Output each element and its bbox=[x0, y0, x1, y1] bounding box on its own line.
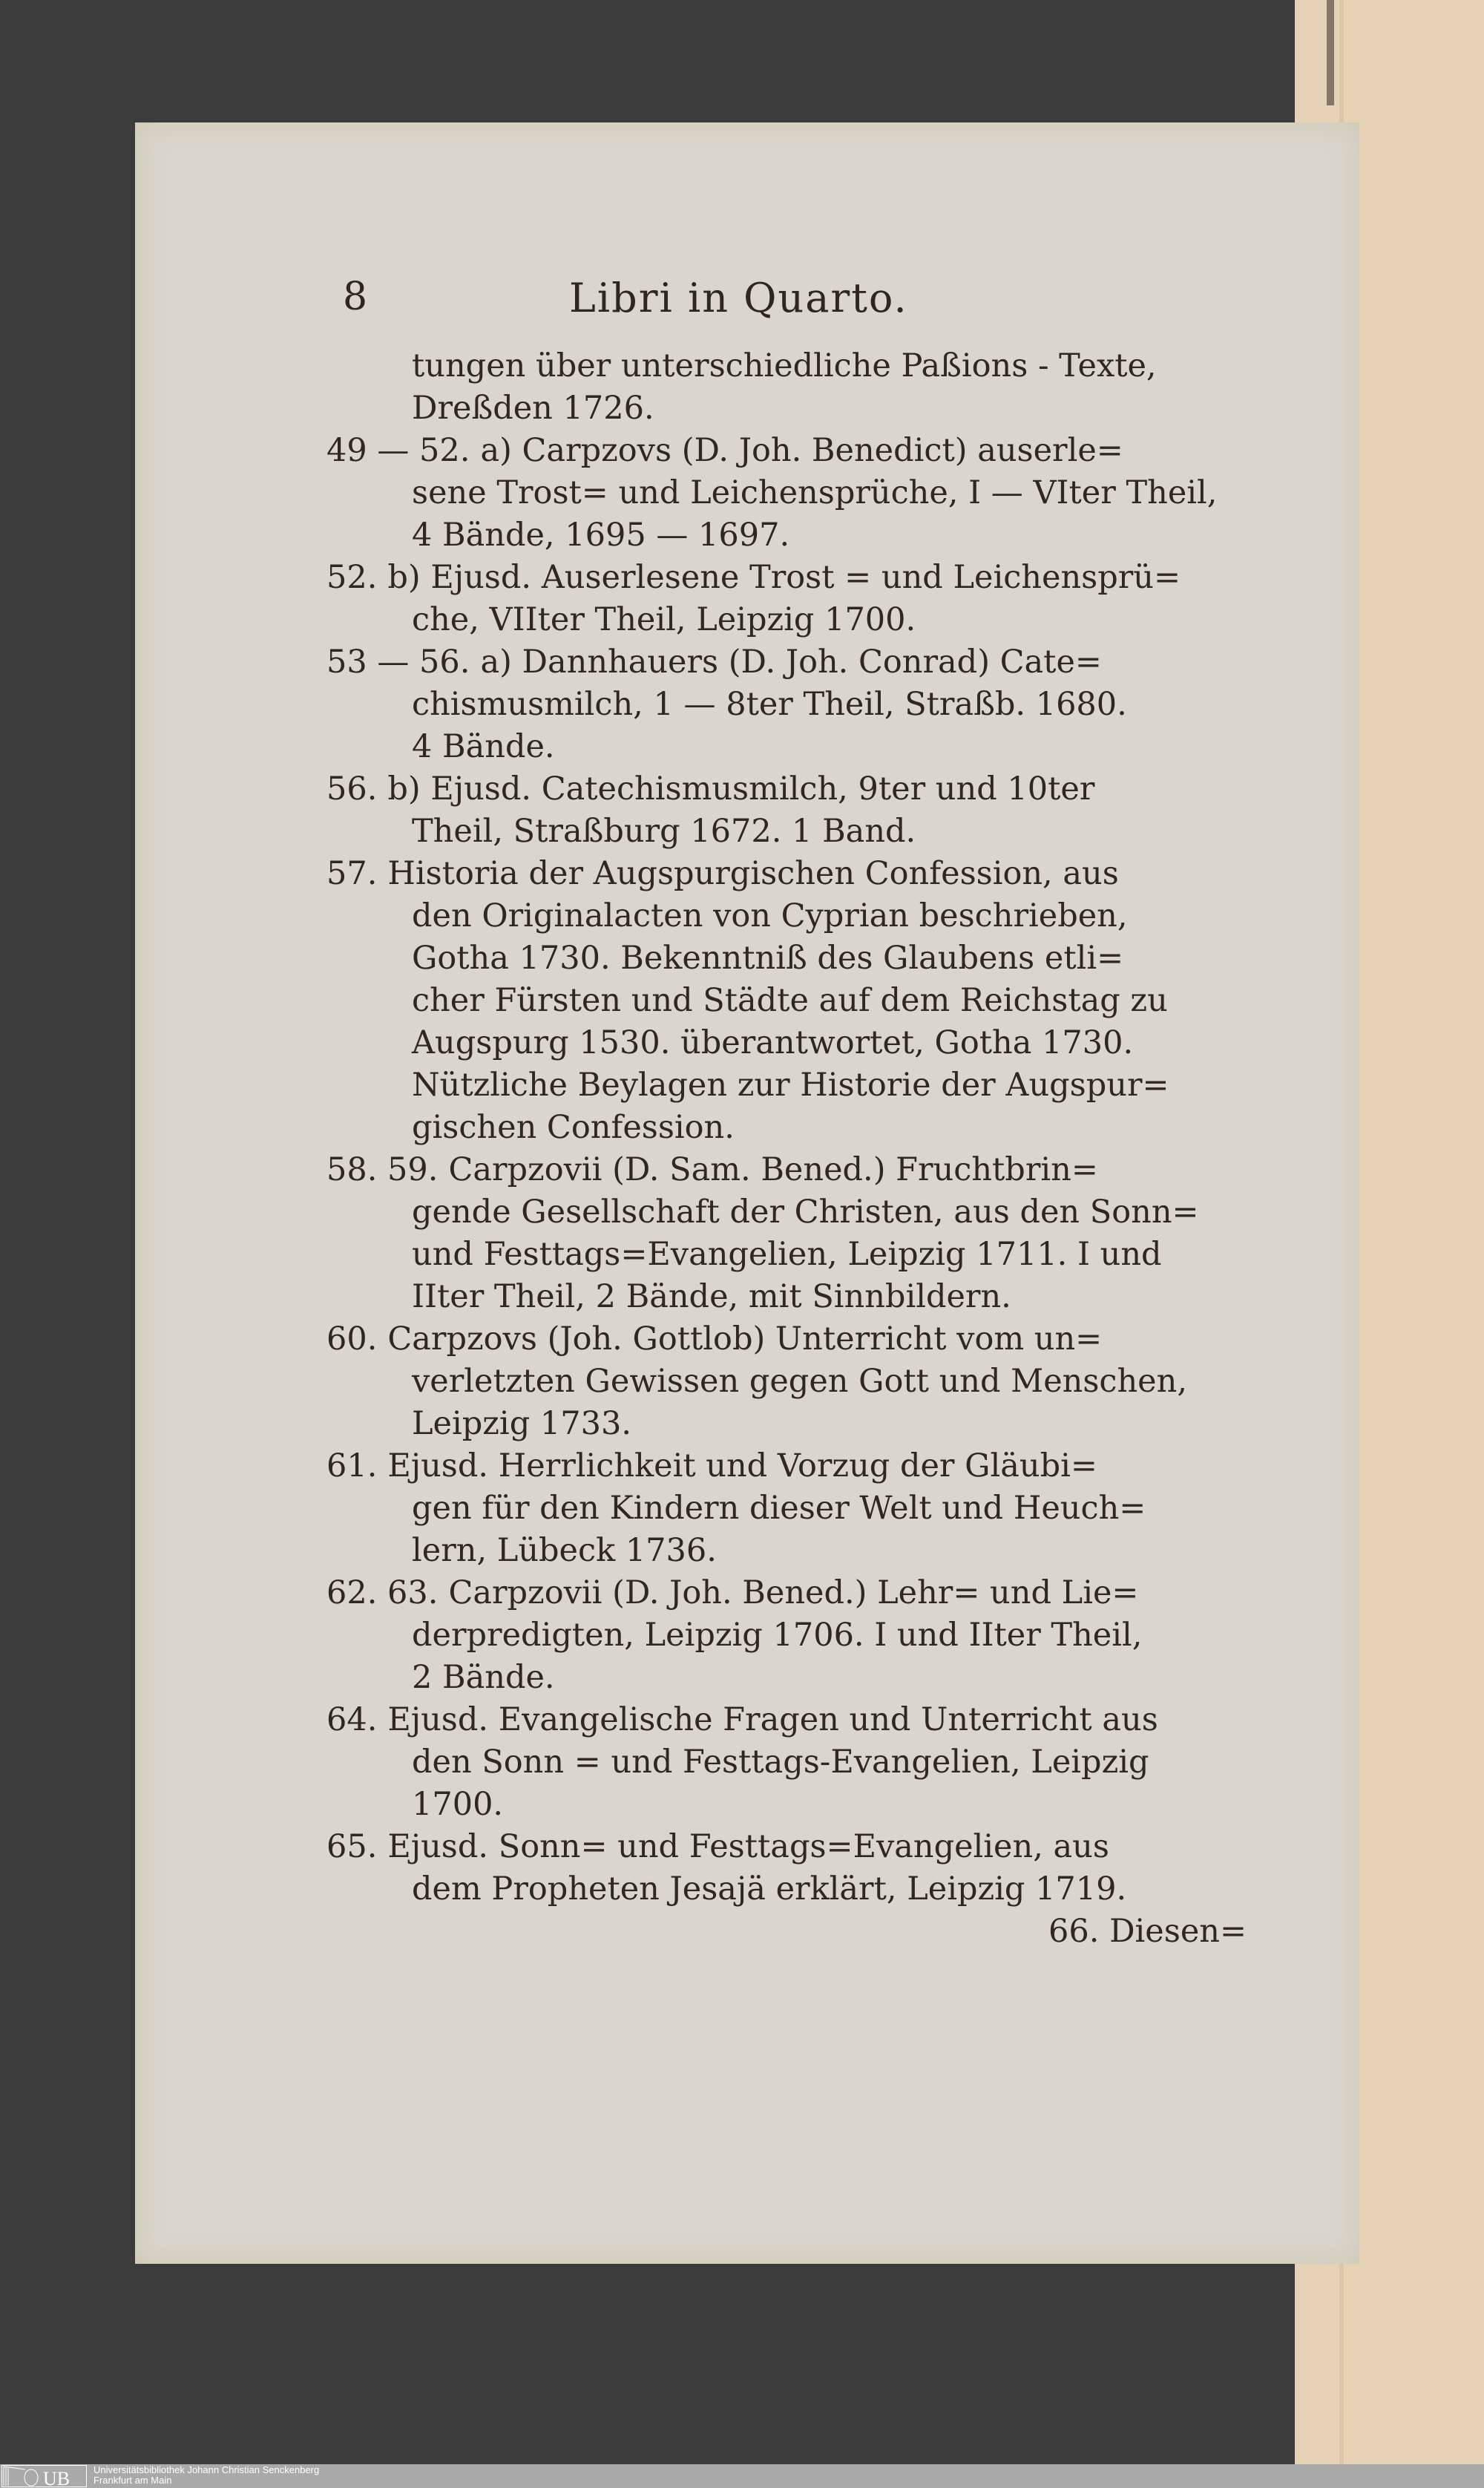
entry-text: cher Fürsten und Städte auf dem Reichstag zu bbox=[412, 982, 1168, 1019]
text-line bbox=[326, 811, 1358, 853]
entry-number: 49 — 52. bbox=[326, 432, 470, 469]
entry-text: 4 Bände. bbox=[412, 728, 555, 765]
text-line bbox=[326, 853, 1358, 895]
entry-text: sene Trost= und Leichensprüche, I — VIter Theil, bbox=[412, 474, 1218, 511]
entry-text: derpredigten, Leipzig 1706. I und IIter Theil, bbox=[412, 1617, 1143, 1654]
entry-text: Carpzovii (D. Sam. Bened.) Fruchtbrin= bbox=[448, 1151, 1098, 1188]
entry-number: 58. 59. bbox=[326, 1151, 439, 1188]
entry-text: 1700. bbox=[412, 1786, 504, 1823]
entry-text: Theil, Straßburg 1672. 1 Band. bbox=[412, 813, 916, 850]
text-line bbox=[326, 1403, 1358, 1445]
text-line bbox=[326, 1657, 1358, 1699]
entry-number: 56. bbox=[326, 770, 378, 808]
document-page bbox=[135, 122, 1359, 2264]
text-line bbox=[326, 1826, 1358, 1868]
text-line bbox=[326, 1022, 1358, 1064]
text-line bbox=[326, 684, 1358, 726]
running-head bbox=[135, 275, 1359, 327]
page-title: Libri in Quarto. bbox=[569, 275, 908, 321]
entry-text: Carpzovii (D. Joh. Bened.) Lehr= und Lie= bbox=[448, 1574, 1139, 1611]
catalog-entry bbox=[326, 853, 1358, 1149]
text-line bbox=[326, 641, 1358, 684]
text-line bbox=[326, 1234, 1358, 1276]
catalog-entry bbox=[326, 1445, 1358, 1572]
entry-text: lern, Lübeck 1736. bbox=[412, 1532, 717, 1569]
entry-text: den Sonn = und Festtags-Evangelien, Leipzig bbox=[412, 1744, 1149, 1781]
entry-text: Historia der Augspurgischen Confession, aus bbox=[387, 855, 1119, 892]
entry-text: gen für den Kindern dieser Welt und Heuch= bbox=[412, 1490, 1146, 1527]
catalog-entry bbox=[326, 768, 1358, 853]
text-line bbox=[326, 387, 1358, 430]
text-line bbox=[326, 1699, 1358, 1741]
catalog-entry bbox=[326, 641, 1358, 768]
text-line bbox=[326, 1276, 1358, 1318]
text-line bbox=[326, 514, 1358, 557]
entry-number: 65. bbox=[326, 1828, 378, 1865]
entry-text: gende Gesellschaft der Christen, aus den Sonn= bbox=[412, 1194, 1199, 1231]
entry-text: Nützliche Beylagen zur Historie der Augspur= bbox=[412, 1067, 1169, 1104]
entry-text: 4 Bände, 1695 — 1697. bbox=[412, 517, 790, 554]
entry-number: 62. 63. bbox=[326, 1574, 439, 1611]
entry-text: den Originalacten von Cyprian beschrieben, bbox=[412, 897, 1128, 934]
catalog-entry bbox=[326, 1572, 1358, 1699]
entry-text: gischen Confession. bbox=[412, 1109, 735, 1146]
entry-text: Gotha 1730. Bekenntniß des Glaubens etli= bbox=[412, 940, 1124, 977]
entry-text: b) Ejusd. Catechismusmilch, 9ter und 10ter bbox=[387, 770, 1095, 808]
entry-text: tungen über unterschiedliche Paßions - Texte, bbox=[412, 347, 1157, 384]
text-line bbox=[326, 1107, 1358, 1149]
entry-text: Ejusd. Sonn= und Festtags=Evangelien, aus bbox=[387, 1828, 1109, 1865]
text-line bbox=[326, 1868, 1358, 1911]
entry-text: 2 Bände. bbox=[412, 1659, 555, 1696]
text-line bbox=[326, 1784, 1358, 1826]
footer-bar bbox=[0, 2464, 1484, 2488]
text-line bbox=[326, 1149, 1358, 1191]
text-line bbox=[326, 1530, 1358, 1572]
institution-name: Universitätsbibliothek Johann Christian Senckenberg bbox=[93, 2464, 320, 2475]
binding-shadow bbox=[1327, 0, 1334, 105]
entry-text: chismusmilch, 1 — 8ter Theil, Straßb. 1680. bbox=[412, 686, 1127, 723]
catalog-entry bbox=[326, 1699, 1358, 1826]
text-line bbox=[326, 726, 1358, 768]
text-line bbox=[326, 1361, 1358, 1403]
entry-text: dem Propheten Jesajä erklärt, Leipzig 1719. bbox=[412, 1870, 1127, 1908]
entry-text: a) Carpzovs (D. Joh. Benedict) auserle= bbox=[480, 432, 1123, 469]
catalog-entry bbox=[326, 345, 1358, 430]
catalog-entry bbox=[326, 1826, 1358, 1911]
entry-text: b) Ejusd. Auserlesene Trost = und Leichensprü= bbox=[387, 559, 1181, 596]
entry-text: Augspurg 1530. überantwortet, Gotha 1730. bbox=[412, 1024, 1134, 1061]
text-line bbox=[326, 1064, 1358, 1107]
entry-number: 61. bbox=[326, 1447, 378, 1484]
text-line bbox=[326, 345, 1358, 387]
text-line bbox=[326, 1445, 1358, 1487]
catalog-entry bbox=[326, 1318, 1358, 1445]
text-line bbox=[326, 1487, 1358, 1530]
ub-logo-text: UB bbox=[43, 2468, 70, 2487]
text-line bbox=[326, 599, 1358, 641]
entry-text: che, VIIter Theil, Leipzig 1700. bbox=[412, 601, 916, 638]
catalog-entry bbox=[326, 430, 1358, 557]
text-line bbox=[326, 1318, 1358, 1361]
entry-text: Leipzig 1733. bbox=[412, 1405, 631, 1442]
entry-text: Carpzovs (Joh. Gottlob) Unterricht vom un= bbox=[387, 1320, 1103, 1358]
catalog-entry bbox=[326, 557, 1358, 641]
page-number: 8 bbox=[343, 275, 368, 319]
entry-text: a) Dannhauers (D. Joh. Conrad) Cate= bbox=[480, 644, 1102, 681]
catalog-entries bbox=[326, 345, 1358, 1953]
entry-text: und Festtags=Evangelien, Leipzig 1711. I und bbox=[412, 1236, 1162, 1273]
entry-number: 64. bbox=[326, 1701, 378, 1738]
entry-number: 52. bbox=[326, 559, 378, 596]
entry-text: IIter Theil, 2 Bände, mit Sinnbildern. bbox=[412, 1278, 1011, 1315]
entry-text: Ejusd. Herrlichkeit und Vorzug der Gläubi= bbox=[387, 1447, 1097, 1484]
entry-number: 57. bbox=[326, 855, 378, 892]
entry-number: 60. bbox=[326, 1320, 378, 1358]
text-line bbox=[326, 895, 1358, 937]
entry-text: Ejusd. Evangelische Fragen und Unterricht aus bbox=[387, 1701, 1158, 1738]
ub-logo-icon bbox=[1, 2465, 87, 2487]
text-line bbox=[326, 768, 1358, 811]
text-line bbox=[326, 557, 1358, 599]
entry-text: Dreßden 1726. bbox=[412, 390, 654, 427]
catalog-entry bbox=[326, 1149, 1358, 1318]
text-line bbox=[326, 472, 1358, 514]
entry-number: 53 — 56. bbox=[326, 644, 470, 681]
catchword: 66. Diesen= bbox=[1048, 1913, 1247, 1950]
text-line bbox=[326, 937, 1358, 980]
text-line bbox=[326, 1741, 1358, 1784]
text-line bbox=[326, 980, 1358, 1022]
text-line bbox=[326, 1614, 1358, 1657]
text-line bbox=[326, 1191, 1358, 1234]
entry-text: verletzten Gewissen gegen Gott und Menschen, bbox=[412, 1363, 1187, 1400]
text-line bbox=[326, 430, 1358, 472]
institution-city: Frankfurt am Main bbox=[93, 2475, 172, 2486]
text-line bbox=[326, 1572, 1358, 1614]
